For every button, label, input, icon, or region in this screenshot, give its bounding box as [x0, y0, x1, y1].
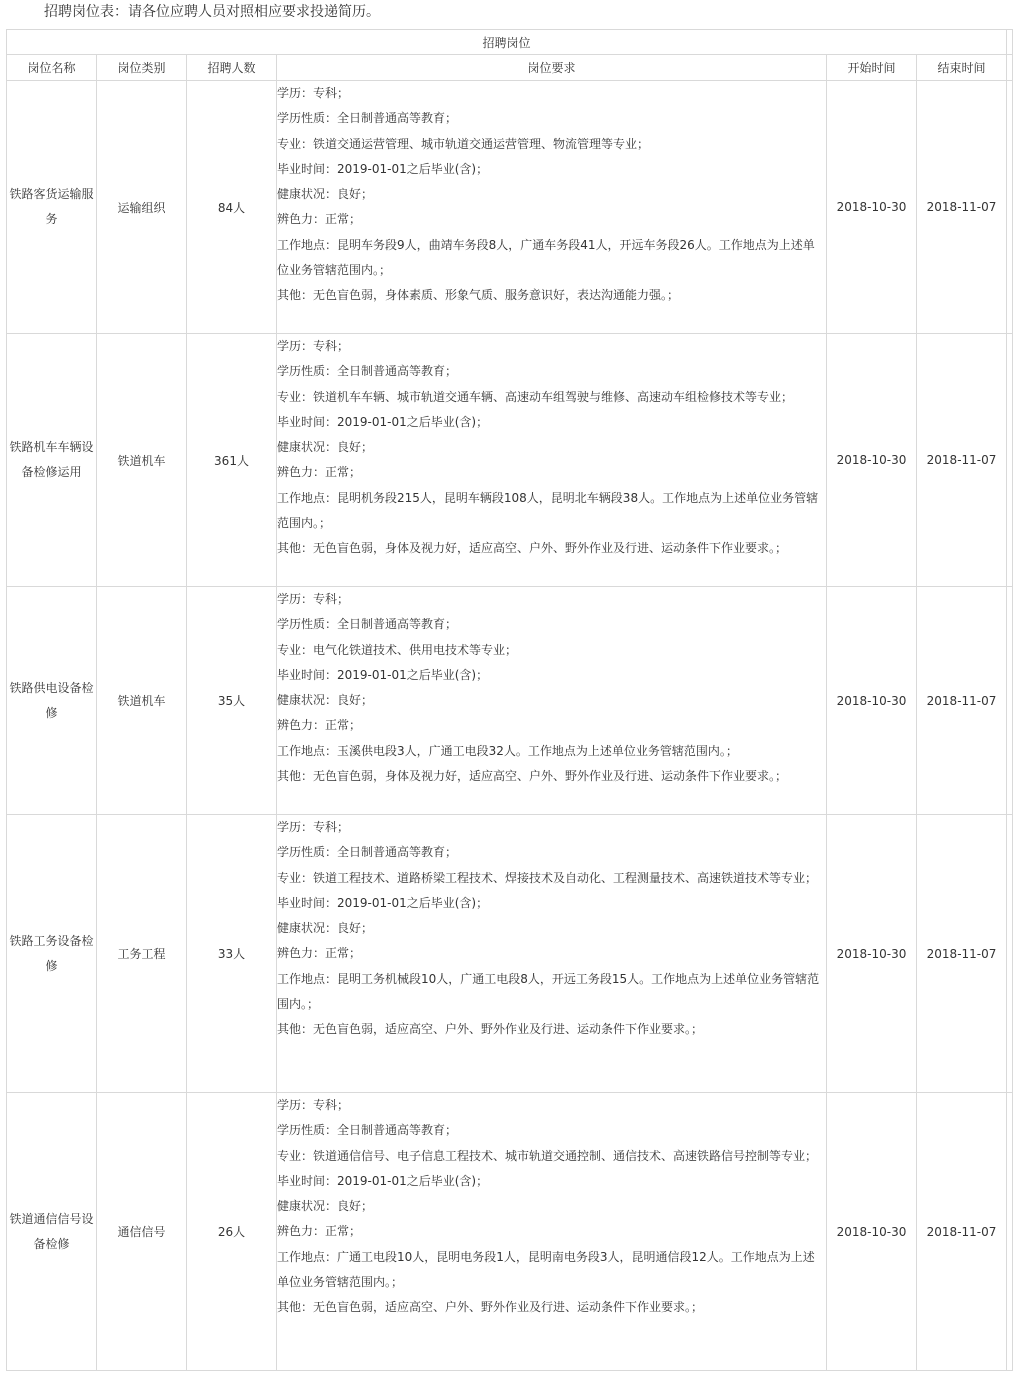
end-date: 2018-11-07	[917, 1093, 1007, 1371]
position-category: 工务工程	[97, 815, 187, 1093]
position-name: 铁路供电设备检修	[7, 587, 97, 815]
requirement-line: 专业：铁道工程技术、道路桥梁工程技术、焊接技术及自动化、工程测量技术、高速铁道技术等专业；	[277, 870, 818, 885]
position-name: 铁路工务设备检修	[7, 815, 97, 1093]
position-name: 铁道通信信号设备检修	[7, 1093, 97, 1371]
requirements-cell	[277, 81, 827, 334]
headcount: 361人	[187, 334, 277, 587]
requirement-line: 健康状况：良好；	[277, 693, 374, 708]
start-date: 2018-10-30	[827, 587, 917, 815]
table-caption-row	[7, 30, 1013, 55]
requirement-line: 健康状况：良好；	[277, 440, 374, 455]
requirement-line: 学历性质：全日制普通高等教育；	[277, 364, 458, 379]
requirement-line: 辨色力：正常；	[277, 1224, 362, 1239]
requirement-line: 工作地点：玉溪供电段3人，广通工电段32人。工作地点为上述单位业务管辖范围内。；	[277, 743, 738, 758]
edge-cell	[1007, 815, 1013, 1093]
requirement-line: 专业：铁道机车车辆、城市轨道交通车辆、高速动车组驾驶与维修、高速动车组检修技术等专业；	[277, 389, 794, 404]
requirement-line: 学历：专科；	[277, 86, 350, 100]
end-date: 2018-11-07	[917, 334, 1007, 587]
requirements-cell	[277, 1093, 827, 1371]
requirement-line: 工作地点：昆明车务段9人，曲靖车务段8人，广通车务段41人，开远车务段26人。工作地点为上述单位业务管辖范围内。；	[277, 237, 815, 278]
table-row	[7, 334, 1013, 587]
requirement-line: 工作地点：昆明工务机械段10人，广通工电段8人，开远工务段15人。工作地点为上述单位业务管辖范围内。；	[277, 971, 820, 1012]
start-date: 2018-10-30	[827, 334, 917, 587]
table-row	[7, 815, 1013, 1093]
requirement-line: 专业：铁道交通运营管理、城市轨道交通运营管理、物流管理等专业；	[277, 136, 650, 151]
requirement-line: 毕业时间：2019-01-01之后毕业(含)；	[277, 895, 489, 910]
edge-cell	[1007, 55, 1013, 81]
end-date: 2018-11-07	[917, 587, 1007, 815]
header-start-date: 开始时间	[827, 55, 917, 81]
position-category: 通信信号	[97, 1093, 187, 1371]
position-category: 铁道机车	[97, 334, 187, 587]
requirement-line: 辨色力：正常；	[277, 718, 362, 733]
start-date: 2018-10-30	[827, 815, 917, 1093]
table-row	[7, 587, 1013, 815]
recruitment-table	[6, 29, 1013, 1371]
table-row	[7, 1093, 1013, 1371]
table-row	[7, 81, 1013, 334]
edge-cell	[1007, 334, 1013, 587]
requirement-line: 学历性质：全日制普通高等教育；	[277, 1123, 458, 1138]
requirements-cell	[277, 334, 827, 587]
end-date: 2018-11-07	[917, 81, 1007, 334]
header-headcount: 招聘人数	[187, 55, 277, 81]
requirements-cell	[277, 815, 827, 1093]
requirement-line: 学历：专科；	[277, 820, 350, 834]
requirement-line: 学历：专科；	[277, 592, 350, 606]
requirement-line: 健康状况：良好；	[277, 187, 374, 202]
requirement-line: 辨色力：正常；	[277, 212, 362, 227]
requirement-line: 专业：铁道通信信号、电子信息工程技术、城市轨道交通控制、通信技术、高速铁路信号控制等专业；	[277, 1148, 818, 1163]
requirement-line: 工作地点：昆明机务段215人，昆明车辆段108人，昆明北车辆段38人。工作地点为上述单位业务管辖范围内。；	[277, 490, 819, 531]
intro-text: 招聘岗位表：请各位应聘人员对照相应要求投递简历。	[44, 4, 380, 20]
requirement-line: 专业：电气化铁道技术、供用电技术等专业；	[277, 642, 518, 657]
requirement-line: 健康状况：良好；	[277, 1199, 374, 1214]
requirement-line: 学历性质：全日制普通高等教育；	[277, 845, 458, 860]
edge-cell	[1007, 587, 1013, 815]
requirement-line: 其他：无色盲色弱，身体及视力好，适应高空、户外、野外作业及行进、运动条件下作业要求。；	[277, 769, 788, 784]
requirement-line: 学历：专科；	[277, 339, 350, 353]
table-caption: 招聘岗位	[7, 30, 1007, 55]
requirement-line: 毕业时间：2019-01-01之后毕业(含)；	[277, 667, 489, 682]
requirement-line: 其他：无色盲色弱，身体素质、形象气质、服务意识好，表达沟通能力强。；	[277, 288, 680, 303]
requirement-line: 其他：无色盲色弱，身体及视力好，适应高空、户外、野外作业及行进、运动条件下作业要求。；	[277, 541, 788, 556]
end-date: 2018-11-07	[917, 815, 1007, 1093]
edge-cell	[1007, 81, 1013, 334]
headcount: 33人	[187, 815, 277, 1093]
requirement-line: 毕业时间：2019-01-01之后毕业(含)；	[277, 161, 489, 176]
requirement-line: 学历性质：全日制普通高等教育；	[277, 617, 458, 632]
requirement-line: 健康状况：良好；	[277, 921, 374, 936]
requirement-line: 学历：专科；	[277, 1098, 350, 1112]
header-position-name: 岗位名称	[7, 55, 97, 81]
edge-cell	[1007, 30, 1013, 55]
headcount: 84人	[187, 81, 277, 334]
header-requirements: 岗位要求	[277, 55, 827, 81]
headcount: 35人	[187, 587, 277, 815]
requirement-line: 辨色力：正常；	[277, 465, 362, 480]
headcount: 26人	[187, 1093, 277, 1371]
header-position-category: 岗位类别	[97, 55, 187, 81]
requirement-line: 毕业时间：2019-01-01之后毕业(含)；	[277, 414, 489, 429]
requirement-line: 毕业时间：2019-01-01之后毕业(含)；	[277, 1173, 489, 1188]
table-header-row	[7, 55, 1013, 81]
requirement-line: 其他：无色盲色弱，适应高空、户外、野外作业及行进、运动条件下作业要求。；	[277, 1300, 704, 1315]
requirements-cell	[277, 587, 827, 815]
requirement-line: 辨色力：正常；	[277, 946, 362, 961]
start-date: 2018-10-30	[827, 81, 917, 334]
requirement-line: 其他：无色盲色弱，适应高空、户外、野外作业及行进、运动条件下作业要求。；	[277, 1022, 704, 1037]
header-end-date: 结束时间	[917, 55, 1007, 81]
requirement-line: 学历性质：全日制普通高等教育；	[277, 111, 458, 126]
position-name: 铁路机车车辆设备检修运用	[7, 334, 97, 587]
position-name: 铁路客货运输服务	[7, 81, 97, 334]
start-date: 2018-10-30	[827, 1093, 917, 1371]
requirement-line: 工作地点：广通工电段10人，昆明电务段1人，昆明南电务段3人，昆明通信段12人。工作地点为上述单位业务管辖范围内。；	[277, 1249, 815, 1290]
position-category: 铁道机车	[97, 587, 187, 815]
edge-cell	[1007, 1093, 1013, 1371]
position-category: 运输组织	[97, 81, 187, 334]
